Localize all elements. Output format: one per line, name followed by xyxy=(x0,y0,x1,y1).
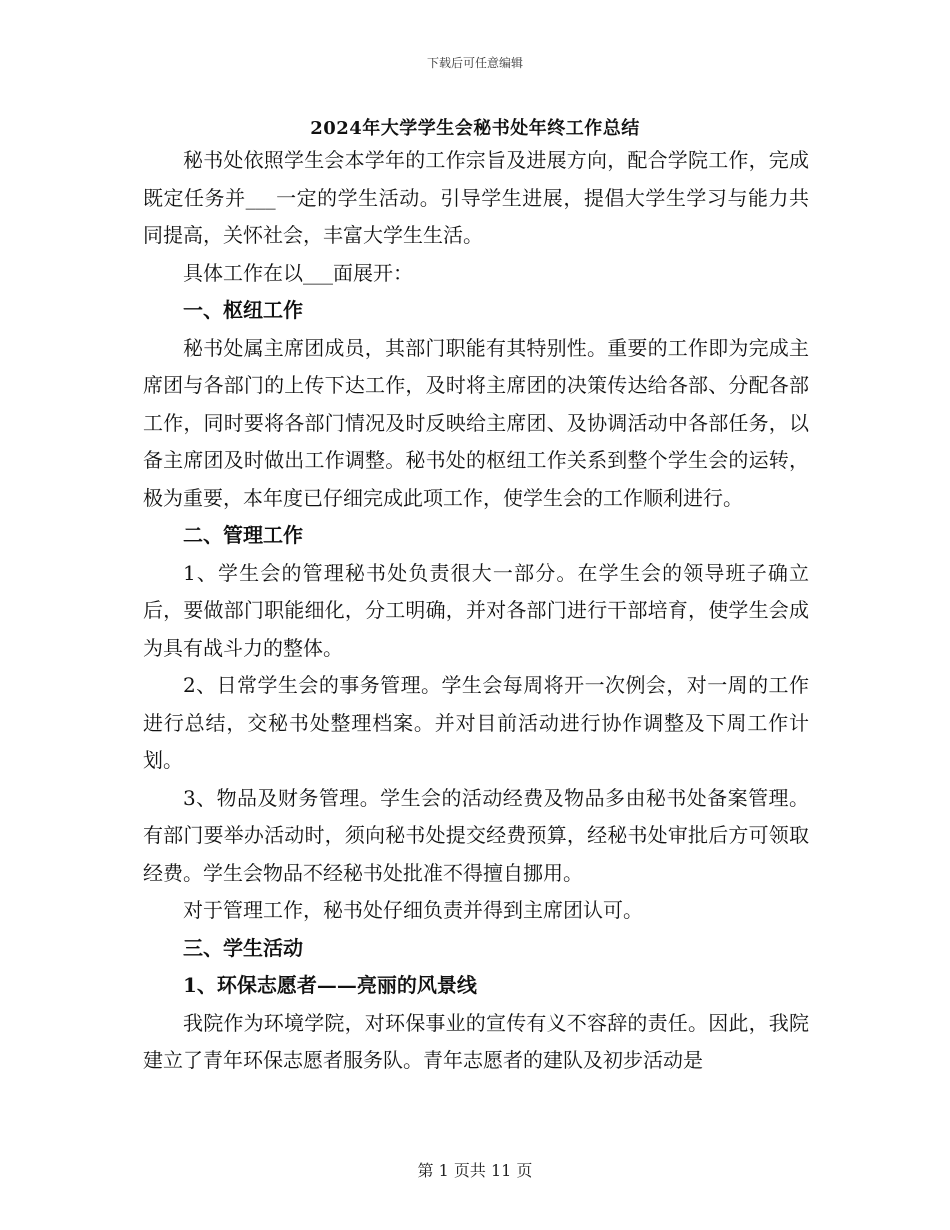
page-header-note: 下载后可任意编辑 xyxy=(426,56,523,70)
section-heading: 二、管理工作 xyxy=(183,523,303,547)
paragraph: 2、日常学生会的事务管理。学生会每周将开一次例会，对一周的工作进行总结，交秘书处整理档案。并对目前活动进行协作调整及下周工作计划。 xyxy=(143,673,809,772)
paragraph: 具体工作在以___面展开： xyxy=(183,260,413,285)
paragraph: 对于管理工作，秘书处仔细负责并得到主席团认可。 xyxy=(183,898,643,922)
subsection-heading: 1、环保志愿者——亮丽的风景线 xyxy=(183,973,477,997)
paragraph: 秘书处依照学生会本学年的工作宗旨及进展方向，配合学院工作，完成既定任务并___一定的学生活动。引导学生进展，提倡大学生学习与能力共同提高，关怀社会，丰富大学生生活。 xyxy=(143,148,809,247)
document-body xyxy=(143,142,809,1080)
section-heading: 一、枢纽工作 xyxy=(183,298,303,322)
paragraph: 3、物品及财务管理。学生会的活动经费及物品多由秘书处备案管理。有部门要举办活动时，须向秘书处提交经费预算，经秘书处审批后方可领取经费。学生会物品不经秘书处批准不得擅自挪用。 xyxy=(143,785,809,885)
paragraph: 我院作为环境学院，对环保事业的宣传有义不容辞的责任。因此，我院建立了青年环保志愿者服务队。青年志愿者的建队及初步活动是 xyxy=(143,1010,809,1072)
page-number: 第 1 页共 11 页 xyxy=(417,1161,533,1180)
document-title: 2024年大学学生会秘书处年终工作总结 xyxy=(310,118,640,139)
paragraph: 1、学生会的管理秘书处负责很大一部分。在学生会的领导班子确立后，要做部门职能细化，分工明确，并对各部门进行干部培育，使学生会成为具有战斗力的整体。 xyxy=(143,560,809,660)
paragraph: 秘书处属主席团成员，其部门职能有其特别性。重要的工作即为完成主席团与各部门的上传下达工作，及时将主席团的决策传达给各部、分配各部工作，同时要将各部门情况及时反映给主席团、及协调活动中各部任务，以备主席团及时做出工作调整。秘书处的枢纽工作关系到整个学生会的运转，极为重要，本年度已仔细完成此项工作，使学生会的工作顺利进行。 xyxy=(143,335,809,510)
section-heading: 三、学生活动 xyxy=(183,935,303,960)
